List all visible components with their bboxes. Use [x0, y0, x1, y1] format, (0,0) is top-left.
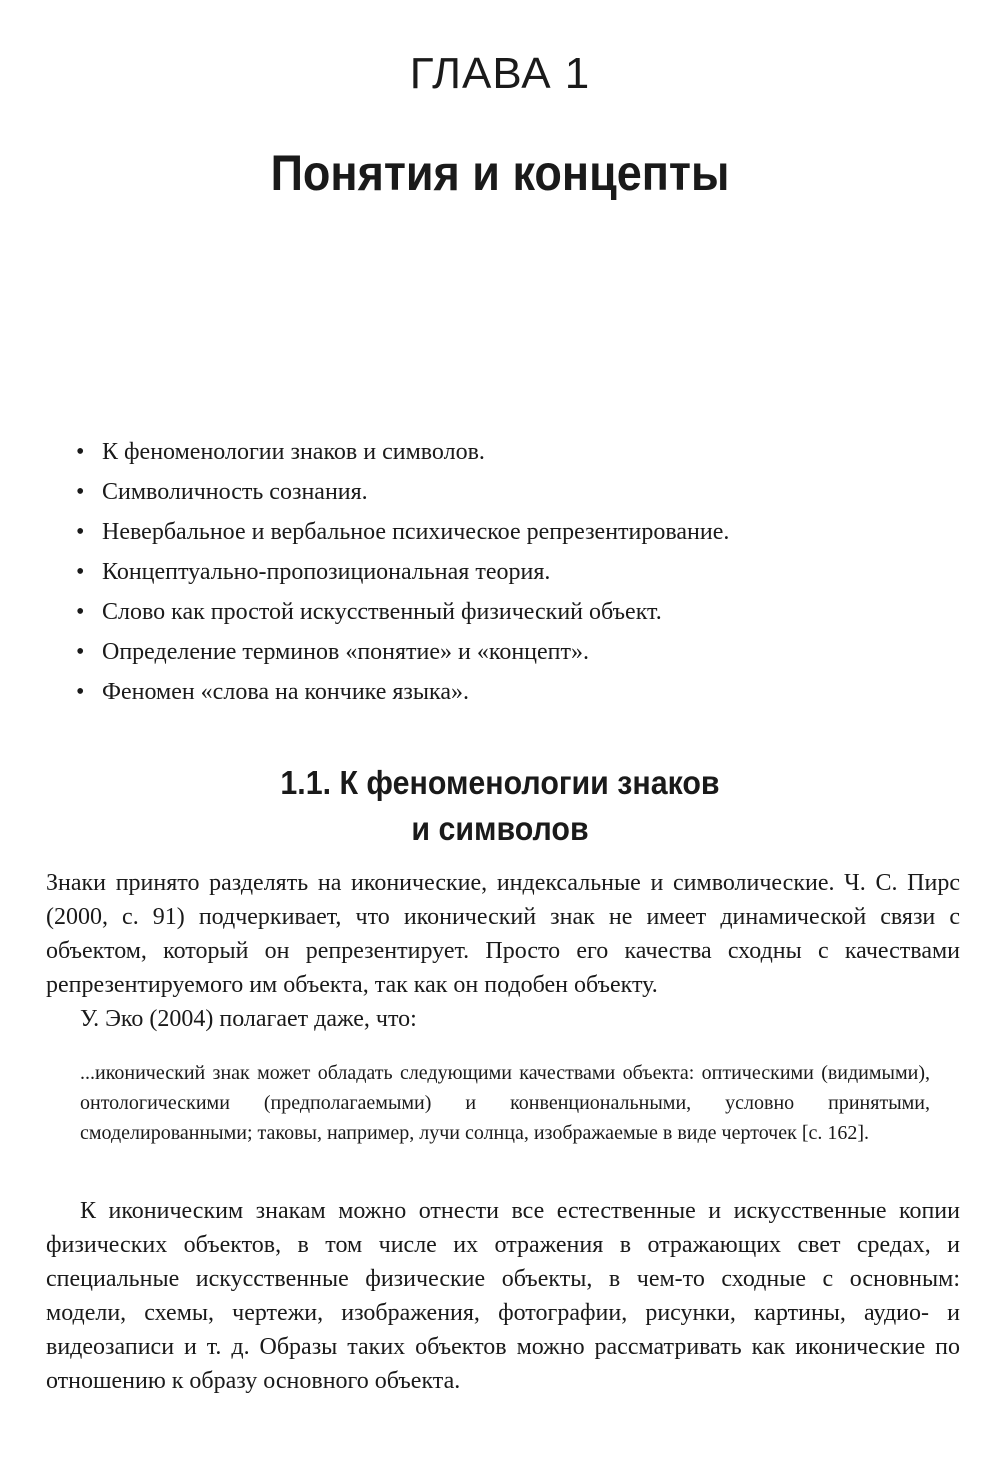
bullet-icon: •: [76, 439, 85, 465]
topic-text: Невербальное и вербальное психическое репрезентирование.: [102, 519, 730, 545]
bullet-icon: •: [76, 479, 85, 505]
topic-text: Феномен «слова на кончике языка».: [102, 679, 469, 705]
topic-item: [70, 672, 950, 712]
topic-item: [70, 512, 950, 552]
topic-item: [70, 552, 950, 592]
bullet-icon: •: [76, 519, 85, 545]
topic-item: [70, 472, 950, 512]
chapter-label: ГЛАВА 1: [409, 49, 591, 98]
section-heading-line-2: и символов: [411, 810, 589, 847]
bullet-icon: •: [76, 639, 85, 665]
paragraph-2: У. Эко (2004) полагает даже, что:: [80, 1006, 417, 1032]
topic-text: Концептуально-пропозициональная теория.: [102, 559, 551, 585]
bullet-icon: •: [76, 559, 85, 585]
topic-item: [70, 632, 950, 672]
topic-item: [70, 432, 950, 472]
chapter-title: Понятия и концепты: [270, 145, 730, 201]
topic-item: [70, 592, 950, 632]
topic-text: Определение терминов «понятие» и «концепт».: [102, 639, 589, 665]
topic-text: Символичность сознания.: [102, 479, 368, 505]
topic-text: Слово как простой искусственный физический объект.: [102, 599, 662, 625]
chapter-topics-list: [70, 432, 950, 712]
paragraph-1: Знаки принято разделять на иконические, индексальные и символические. Ч. С. Пирс (2000, с. 91) подчеркивает, что иконический знак не имеет динамической связи с объектом, который он репрезентирует. Просто его качества сходны с качествами репрезентируемого им объекта, так как он подобен объекту.: [46, 870, 960, 998]
topic-text: К феноменологии знаков и символов.: [102, 439, 485, 465]
bullet-icon: •: [76, 679, 85, 705]
section-heading: [40, 760, 960, 852]
block-quote: ...иконический знак может обладать следующими качествами объекта: оптическими (видимыми), онтологическими (предполагаемыми) и конвенциональными, условно принятыми, смоделированными; таковы, например, лучи солнца, изображаемые в виде черточек [с. 162].: [80, 1062, 930, 1144]
paragraph-3: К иконическим знакам можно отнести все естественные и искусственные копии физических объектов, в том числе их отражения в отражающих свет средах, и специальные искусственные физические объекты, в чем-то сходные с основным: модели, схемы, чертежи, изображения, фотографии, рисунки, картины, аудио- и видеозаписи и т. д. Образы таких объектов можно рассматривать как иконические по отношению к образу основного объекта.: [46, 1198, 960, 1394]
section-heading-line-1: 1.1. К феноменологии знаков: [280, 764, 720, 801]
bullet-icon: •: [76, 599, 85, 625]
